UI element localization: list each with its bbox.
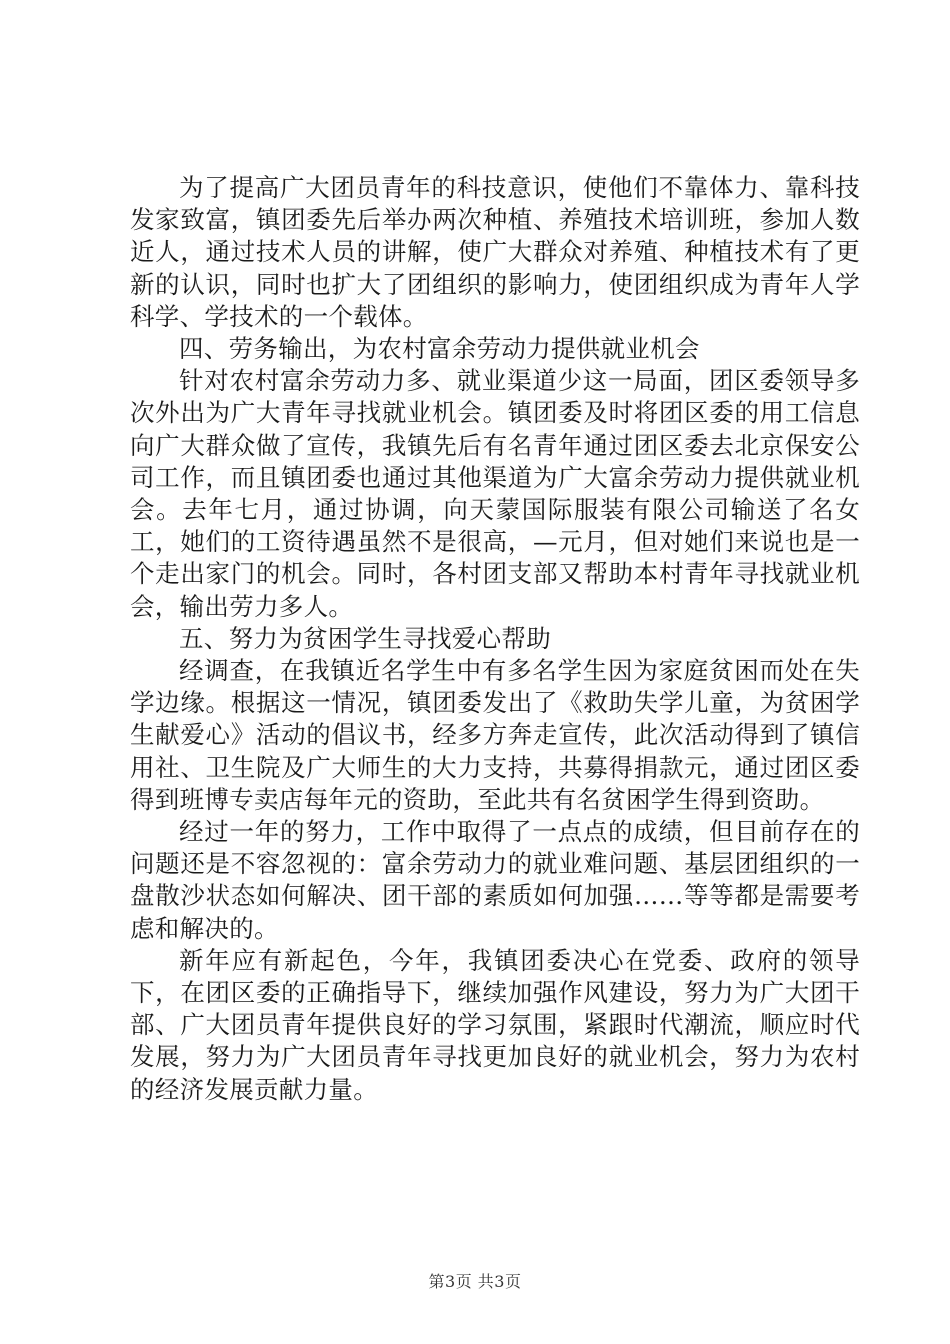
document-body xyxy=(130,172,860,1106)
page-footer: 第3页 共3页 xyxy=(428,1272,522,1291)
heading-poor-students: 五、努力为贫困学生寻找爱心帮助 xyxy=(179,623,551,653)
paragraph-new-year-plan: 新年应有新起色，今年，我镇团委决心在党委、政府的领导下，在团区委的正确指导下，继续加强作风建设，努力为广大团干部、广大团员青年提供良好的学习氛围，紧跟时代潮流，顺应时代发展，努力为广大团员青年寻找更加良好的就业机会，努力为农村的经济发展贡献力量。 xyxy=(130,945,860,1104)
paragraph-labor-export: 针对农村富余劳动力多、就业渠道少这一局面，团区委领导多次外出为广大青年寻找就业机会。镇团委及时将团区委的用工信息向广大群众做了宣传，我镇先后有名青年通过团区委去北京保安公司工作，而且镇团委也通过其他渠道为广大富余劳动力提供就业机会。去年七月，通过协调，向天蒙国际服装有限公司输送了名女工，她们的工资待遇虽然不是很高，—元月，但对她们来说也是一个走出家门的机会。同时，各村团支部又帮助本村青年寻找就业机会，输出劳力多人。 xyxy=(130,366,860,621)
paragraph-poor-students: 经调查，在我镇近名学生中有多名学生因为家庭贫困而处在失学边缘。根据这一情况，镇团委发出了《救助失学儿童，为贫困学生献爱心》活动的倡议书，经多方奔走宣传，此次活动得到了镇信用社、卫生院及广大师生的大力支持，共募得捐款元，通过团区委得到班博专卖店每年元的资助，至此共有名贫困学生得到资助。 xyxy=(130,656,860,814)
paragraph-tech-training: 为了提高广大团员青年的科技意识，使他们不靠体力、靠科技发家致富，镇团委先后举办两次种植、养殖技术培训班，参加人数近人，通过技术人员的讲解，使广大群众对养殖、种植技术有了更新的认识，同时也扩大了团组织的影响力，使团组织成为青年人学科学、学技术的一个载体。 xyxy=(130,173,860,331)
heading-labor-export: 四、劳务输出，为农村富余劳动力提供就业机会 xyxy=(179,334,700,364)
paragraph-problems: 经过一年的努力，工作中取得了一点点的成绩，但目前存在的问题还是不容忽视的：富余劳动力的就业难问题、基层团组织的一盘散沙状态如何解决、团干部的素质如何加强……等等都是需要考虑和解决的。 xyxy=(130,817,860,943)
